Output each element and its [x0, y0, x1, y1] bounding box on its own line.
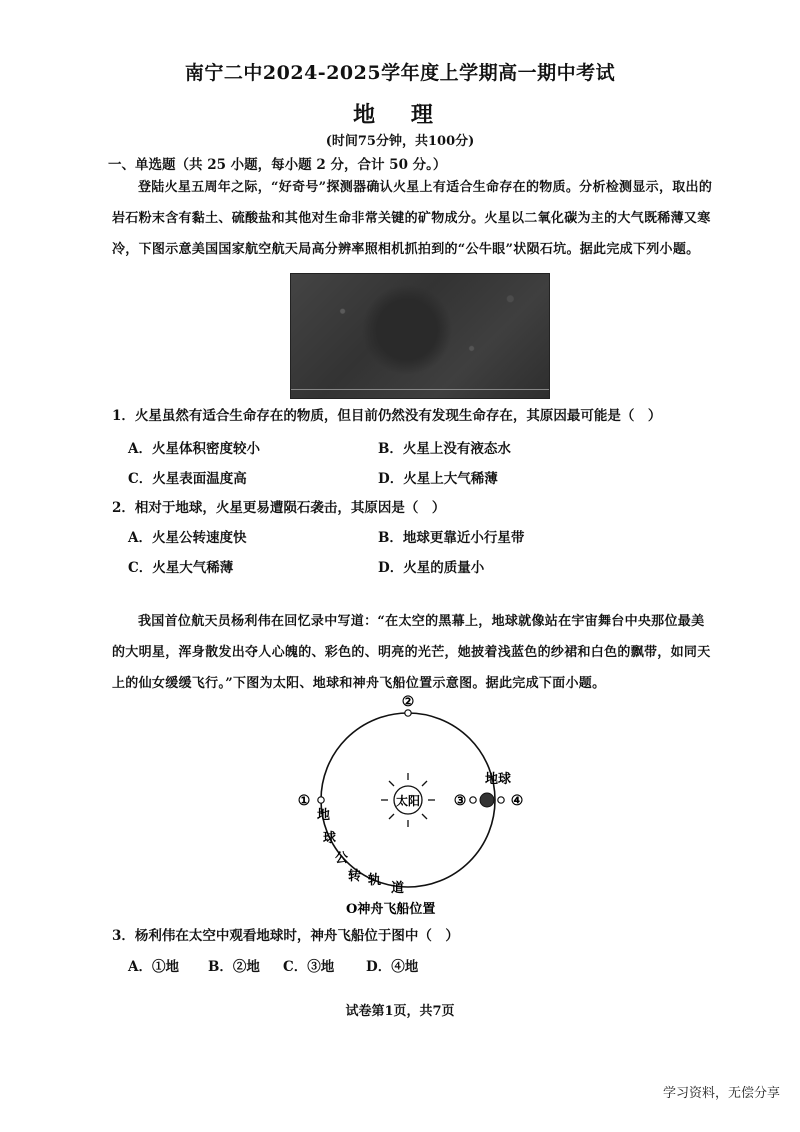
crater-photo — [290, 273, 550, 399]
orbit-label-char: 地 — [317, 808, 331, 823]
subject-title: 地 理 — [353, 102, 447, 128]
question-1-option-c: C．火星表面温度高 — [128, 471, 247, 487]
question-2-option-d: D．火星的质量小 — [378, 560, 485, 576]
question-1-stem: 1．火星虽然有适合生命存在的物质，但目前仍然没有发现生命存在，其原因最可能是（ ） — [112, 408, 662, 424]
question-3-stem: 3．杨利伟在太空中观看地球时，神舟飞船位于图中（ ） — [112, 928, 459, 944]
question-3-option-c: C．③地 — [283, 959, 335, 975]
sun-earth-spacecraft-diagram — [290, 690, 550, 920]
diagram-legend: O神舟飞船位置 — [346, 902, 436, 917]
passage-1: 登陆火星五周年之际，“好奇号”探测器确认火星上有适合生命存在的物质。分析检测显示，取出的岩石粉末含有黏土、硫酸盐和其他对生命非常关键的矿物成分。火星以二氧化碳为主的大气既稀薄又寒冷，下图示意美国国家航空航天局高分辨率照相机抓拍到的“公牛眼”状陨石坑。据此完成下列小题。 — [112, 180, 713, 257]
question-3-option-a: A．①地 — [128, 959, 179, 975]
section-heading: 一、单选题（共 25 小题，每小题 2 分，合计 50 分。） — [108, 157, 447, 173]
orbit-label-char: 轨 — [368, 873, 382, 888]
question-3-option-b: B．②地 — [208, 959, 260, 975]
spacecraft-position-4 — [498, 797, 504, 803]
question-2-option-a: A．火星公转速度快 — [128, 530, 247, 546]
earth-label: 地球 — [485, 772, 512, 787]
earth-marker — [480, 793, 494, 807]
marker-1: ① — [297, 793, 311, 809]
question-2-option-b: B．地球更靠近小行星带 — [378, 530, 525, 546]
passage-2: 我国首位航天员杨利伟在回忆录中写道：“在太空的黑幕上，地球就像站在宇宙舞台中央那位最美的大明星，浑身散发出夺人心魄的、彩色的、明亮的光芒，她披着浅蓝色的纱裙和白色的飘带，如同天上的仙女缓缓飞行。”下图为太阳、地球和神舟飞船位置示意图。据此完成下面小题。 — [112, 614, 711, 691]
marker-4: ④ — [510, 793, 524, 809]
question-2-stem: 2．相对于地球，火星更易遭陨石袭击，其原因是（ ） — [112, 500, 446, 516]
spacecraft-position-3 — [470, 797, 476, 803]
page-footer: 试卷第1页，共7页 — [345, 1004, 455, 1019]
orbit-label-char: 道 — [391, 881, 405, 896]
orbit-label-char: 转 — [348, 869, 362, 884]
marker-3: ③ — [453, 793, 467, 809]
exam-title: 南宁二中2024-2025学年度上学期高一期中考试 — [184, 62, 616, 84]
marker-2: ② — [401, 694, 415, 710]
question-1-option-a: A．火星体积密度较小 — [128, 441, 260, 457]
watermark-text: 学习资料，无偿分享 — [662, 1086, 780, 1101]
orbit-label-char: 球 — [323, 831, 337, 846]
question-2-option-c: C．火星大气稀薄 — [128, 560, 234, 576]
orbit-label-char: 公 — [335, 851, 349, 866]
question-3-option-d: D．④地 — [366, 959, 419, 975]
question-1-option-d: D．火星上大气稀薄 — [378, 471, 498, 487]
time-info: (时间75分钟，共100分) — [325, 134, 475, 149]
spacecraft-position-2 — [405, 710, 411, 716]
question-1-option-b: B．火星上没有液态水 — [378, 441, 511, 457]
spacecraft-position-1 — [318, 797, 324, 803]
sun-label: 太阳 — [395, 794, 421, 808]
